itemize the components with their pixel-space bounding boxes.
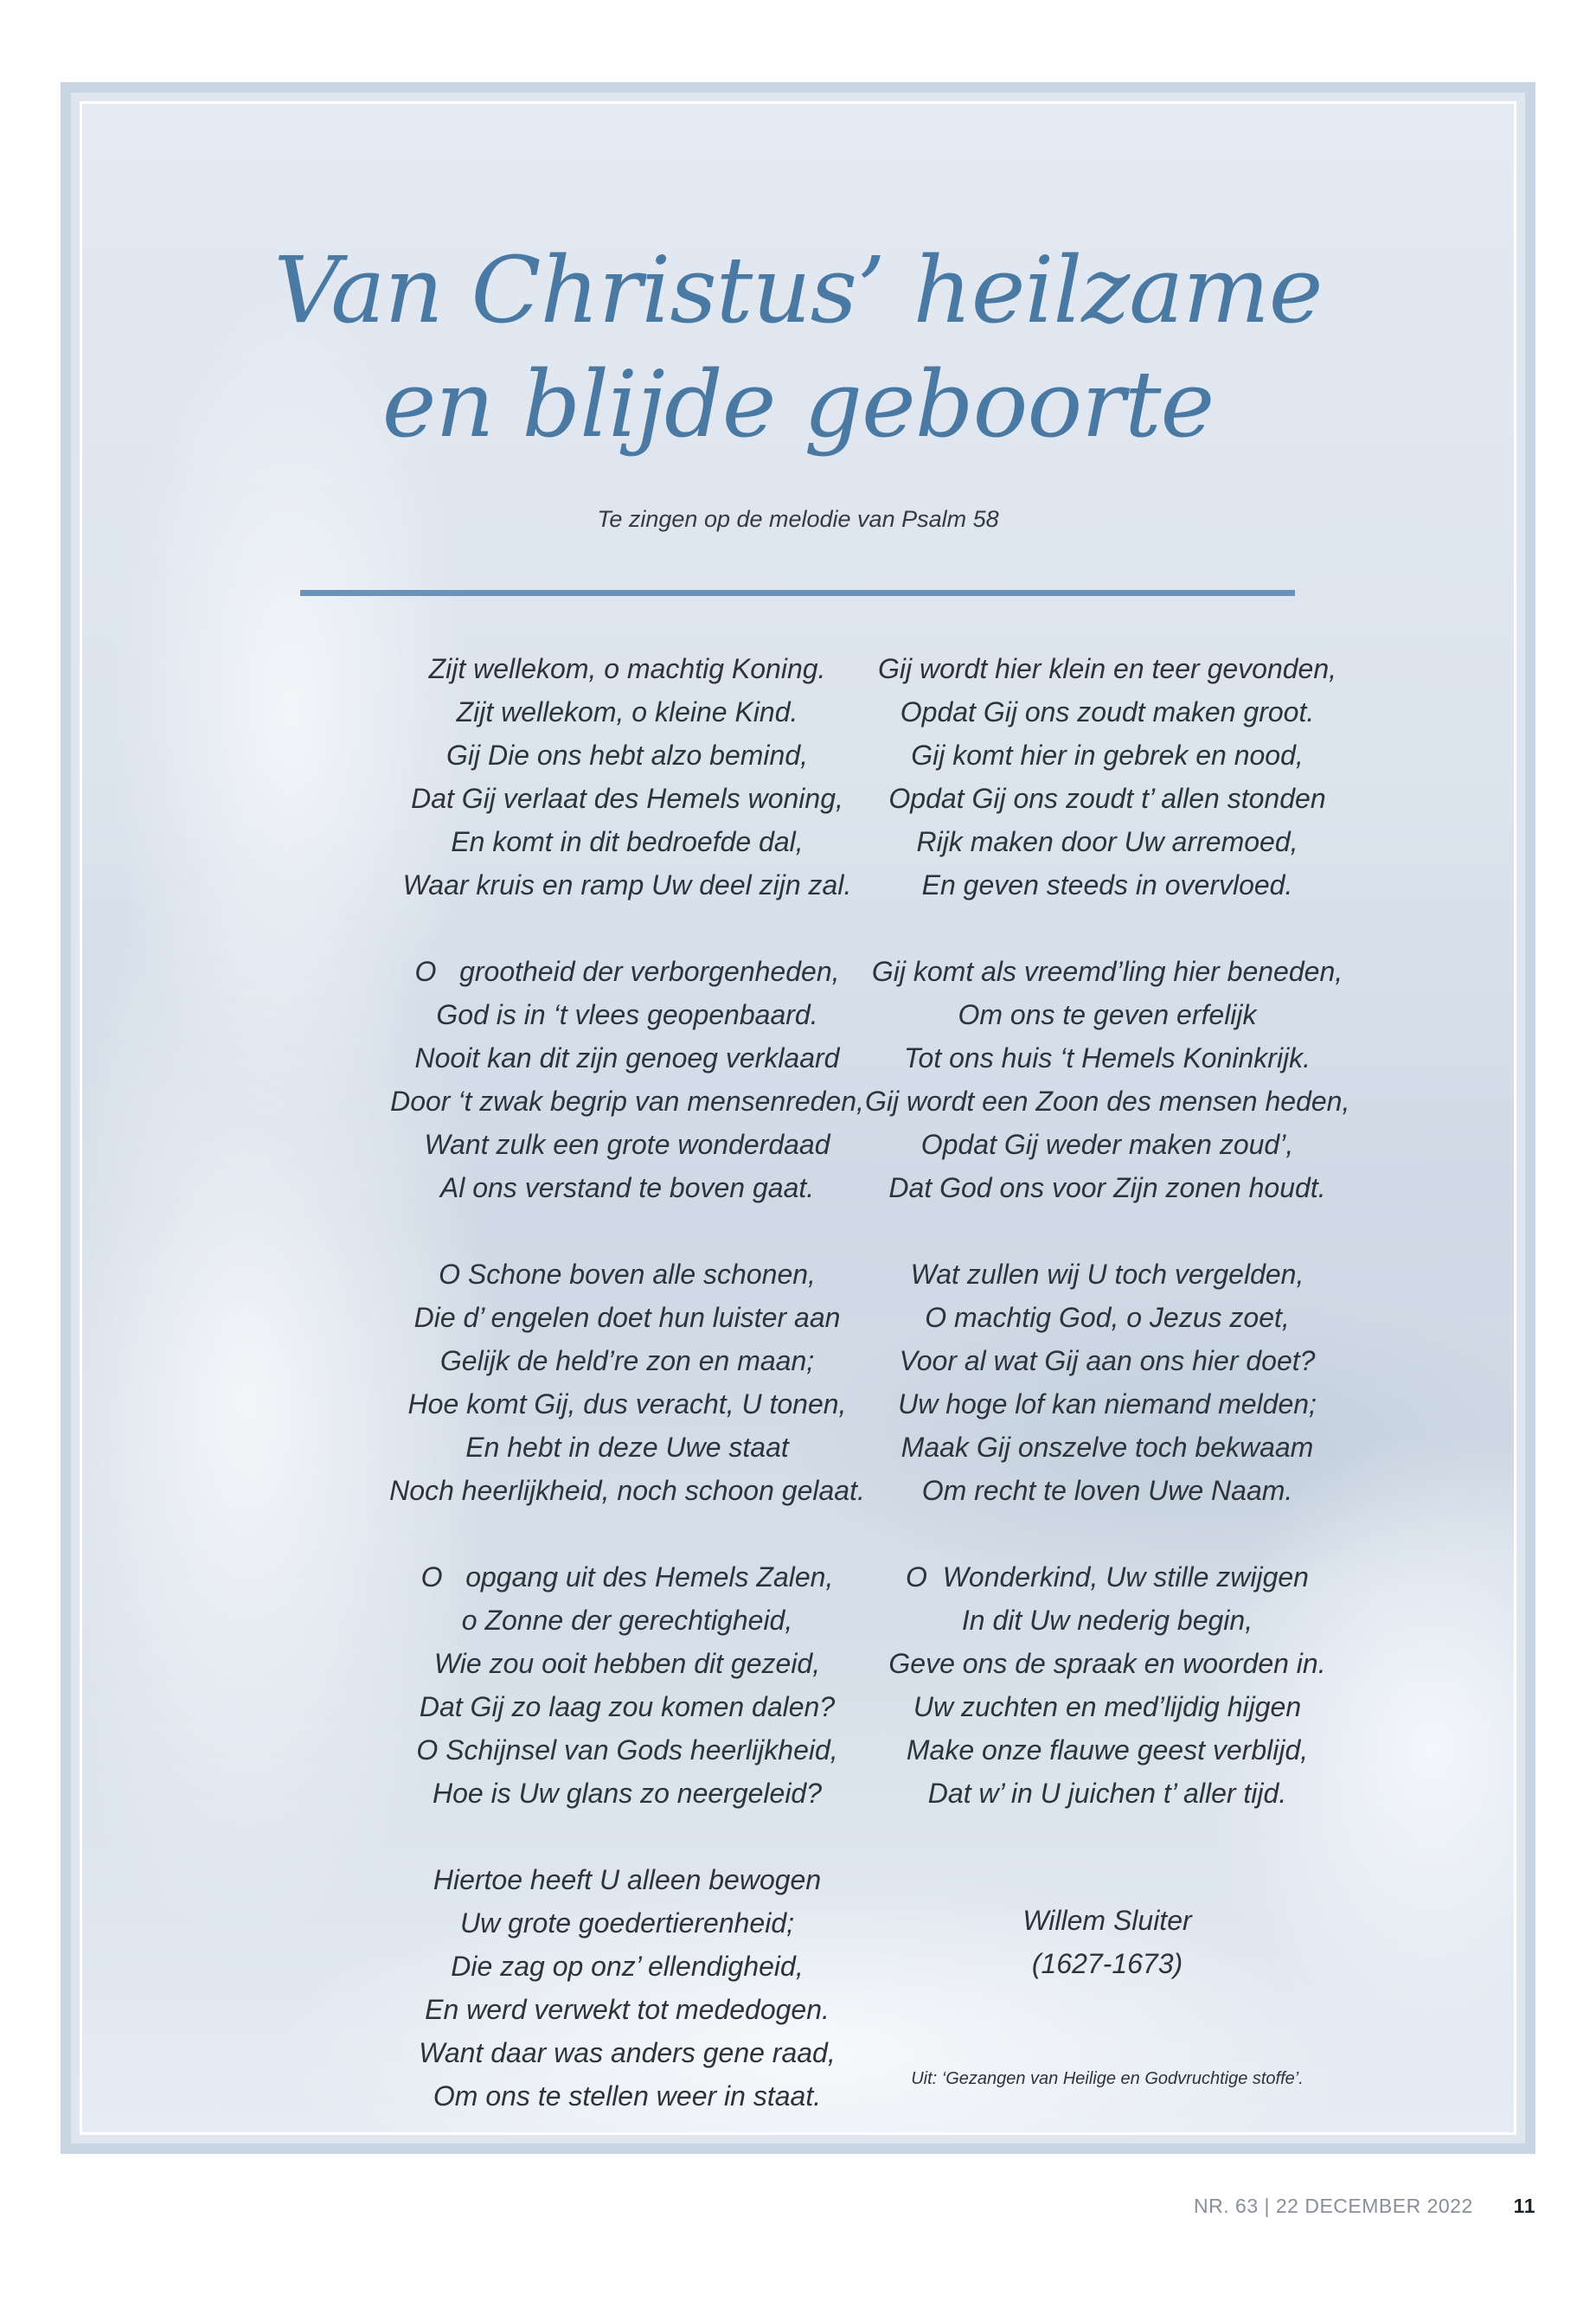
stanza: [385, 1858, 869, 2118]
stanza: [865, 1555, 1349, 1815]
verse-line: Om ons te stellen weer in staat.: [433, 2080, 822, 2112]
verse-line: O grootheid der verborgenheden,: [414, 956, 840, 987]
source-note: Uit: ‘Gezangen van Heilige en Godvruchtige stoffe’.: [911, 2069, 1304, 2088]
page-footer: [1194, 2195, 1535, 2218]
verse-line: Gij wordt een Zoon des mensen heden,: [865, 1086, 1350, 1117]
verse-line: Geve ons de spraak en woorden in.: [888, 1648, 1326, 1679]
stanza: [865, 647, 1349, 907]
verse-line: Gij Die ons hebt alzo bemind,: [446, 740, 808, 771]
verse-line: Al ons verstand te boven gaat.: [439, 1172, 815, 1203]
verse-line: Make onze flauwe geest verblijd,: [906, 1734, 1309, 1766]
verse-line: Tot ons huis ‘t Hemels Koninkrijk.: [903, 1042, 1311, 1074]
page-frame: [61, 82, 1535, 2154]
verse-line: Gelijk de held’re zon en maan;: [439, 1345, 815, 1376]
stanza: [385, 1555, 869, 1815]
melody-note: Te zingen op de melodie van Psalm 58: [597, 506, 999, 532]
verse-line: En geven steeds in overvloed.: [921, 869, 1293, 901]
verse-line: Want zulk een grote wonderdaad: [424, 1129, 830, 1160]
poem-title: [82, 234, 1514, 462]
verse-line: O opgang uit des Hemels Zalen,: [420, 1561, 834, 1593]
verse-line: En hebt in deze Uwe staat: [465, 1432, 789, 1463]
title-line-2: en blijde geboorte: [381, 351, 1215, 458]
verse-line: In dit Uw nederig begin,: [961, 1605, 1253, 1636]
verse-line: Waar kruis en ramp Uw deel zijn zal.: [402, 869, 852, 901]
verse-line: En komt in dit bedroefde dal,: [451, 826, 804, 857]
verse-line: Dat Gij verlaat des Hemels woning,: [411, 783, 843, 814]
page-number: 11: [1513, 2195, 1535, 2217]
divider-rule: [300, 590, 1295, 596]
verse-line: Noch heerlijkheid, noch schoon gelaat.: [389, 1475, 865, 1506]
verse-line: O Wonderkind, Uw stille zwijgen: [906, 1561, 1309, 1593]
verse-line: O Schijnsel van Gods heerlijkheid,: [416, 1734, 838, 1766]
verse-line: Wie zou ooit hebben dit gezeid,: [433, 1648, 821, 1679]
verse-line: Die zag op onz’ ellendigheid,: [451, 1951, 804, 1982]
verse-line: Opdat Gij ons zoudt t’ allen stonden: [888, 783, 1326, 814]
stanza: [385, 950, 869, 1209]
verse-line: Opdat Gij ons zoudt maken groot.: [900, 696, 1315, 727]
stanza: [385, 1253, 869, 1512]
verse-line: Dat w’ in U juichen t’ aller tijd.: [927, 1778, 1287, 1809]
verse-line: Uw hoge lof kan niemand melden;: [898, 1388, 1317, 1420]
verse-line: God is in ‘t vlees geopenbaard.: [436, 999, 818, 1030]
verse-line: O machtig God, o Jezus zoet,: [925, 1302, 1290, 1333]
verse-line: Uw zuchten en med’lijdig hijgen: [913, 1691, 1302, 1722]
verse-line: Wat zullen wij U toch vergelden,: [910, 1259, 1304, 1290]
stanza: [865, 1253, 1349, 1512]
issue-info: NR. 63 | 22 DECEMBER 2022: [1194, 2195, 1473, 2217]
author-years: (1627-1673): [1031, 1948, 1183, 1979]
verse-line: Door ‘t zwak begrip van mensenreden,: [390, 1086, 864, 1117]
verse-line: Hiertoe heeft U alleen bewogen: [433, 1864, 822, 1895]
verse-line: Zijt wellekom, o machtig Koning.: [428, 653, 826, 684]
verse-line: Dat God ons voor Zijn zonen houdt.: [888, 1172, 1326, 1203]
verse-line: Om ons te geven erfelijk: [958, 999, 1257, 1030]
verse-line: En werd verwekt tot mededogen.: [425, 1994, 830, 2025]
verse-line: Uw grote goedertierenheid;: [459, 1907, 794, 1939]
verse-line: Rijk maken door Uw arremoed,: [916, 826, 1298, 857]
verse-line: Hoe is Uw glans zo neergeleid?: [432, 1778, 823, 1809]
verse-line: Om recht te loven Uwe Naam.: [921, 1475, 1293, 1506]
author-name: Willem Sluiter: [1022, 1905, 1192, 1936]
verse-line: O Schone boven alle schonen,: [439, 1259, 816, 1290]
winter-background: [80, 101, 1516, 2135]
verse-line: Want daar was anders gene raad,: [419, 2037, 836, 2068]
verse-line: Opdat Gij weder maken zoud’,: [920, 1129, 1294, 1160]
verse-line: Die d’ engelen doet hun luister aan: [413, 1302, 841, 1333]
left-column: [385, 647, 869, 2135]
verse-line: Dat Gij zo laag zou komen dalen?: [419, 1691, 836, 1722]
verse-line: Nooit kan dit zijn genoeg verklaard: [414, 1042, 840, 1074]
verse-line: Gij wordt hier klein en teer gevonden,: [877, 653, 1337, 684]
verse-line: Zijt wellekom, o kleine Kind.: [456, 696, 798, 727]
title-line-1: Van Christus’ heilzame: [273, 237, 1323, 343]
right-column: [865, 647, 1349, 1858]
stanza: [385, 647, 869, 907]
stanza: [865, 950, 1349, 1209]
verse-line: Gij komt hier in gebrek en nood,: [911, 740, 1304, 771]
verse-line: Maak Gij onszelve toch bekwaam: [901, 1432, 1314, 1463]
verse-line: Hoe komt Gij, dus veracht, U tonen,: [407, 1388, 847, 1420]
author-credit: [865, 1899, 1349, 1985]
verse-line: o Zonne der gerechtigheid,: [461, 1605, 793, 1636]
verse-line: Voor al wat Gij aan ons hier doet?: [899, 1345, 1316, 1376]
verse-line: Gij komt als vreemd’ling hier beneden,: [871, 956, 1343, 987]
